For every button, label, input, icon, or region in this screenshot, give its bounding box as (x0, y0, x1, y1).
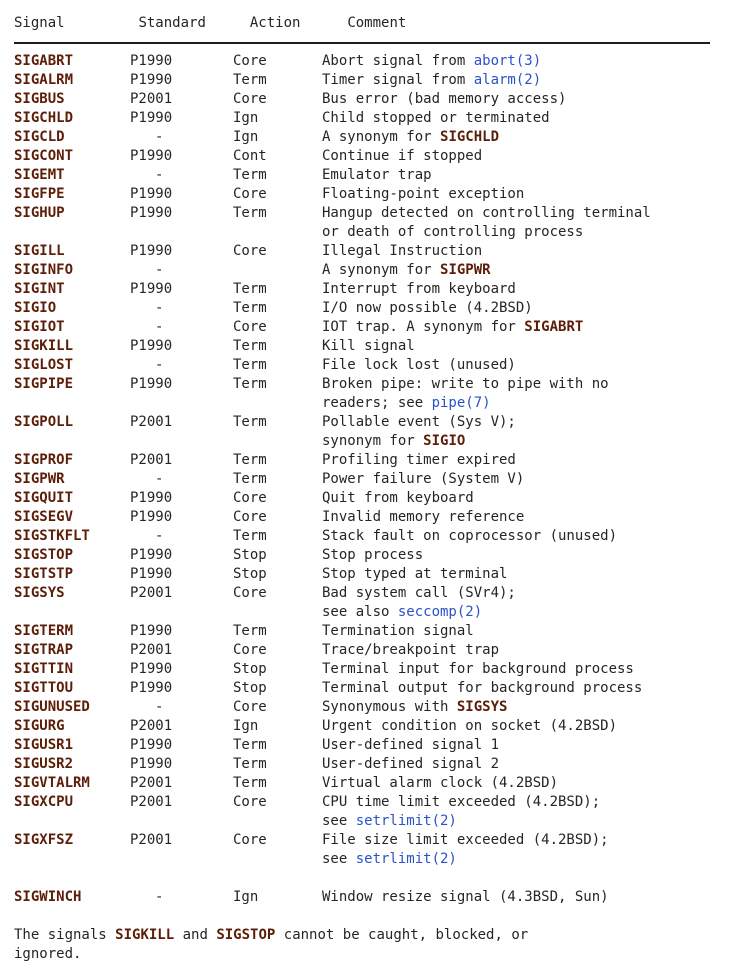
text-segment: see (322, 813, 356, 829)
table-row (14, 584, 719, 622)
text-segment: Stop process (322, 547, 424, 563)
comment-text (322, 546, 423, 565)
action-value: Term (233, 737, 267, 753)
comment-text (322, 470, 524, 489)
text-segment: Virtual alarm clock (4.2BSD) (322, 775, 559, 791)
table-row (14, 831, 719, 869)
table-row (14, 204, 719, 242)
table-row (14, 698, 719, 717)
table-row (14, 774, 719, 793)
man-page-link[interactable]: setrlimit(2) (355, 851, 457, 867)
action-value: Core (233, 53, 267, 69)
text-segment: Abort signal from (322, 53, 474, 69)
signal-name: SIGFPE (14, 186, 65, 202)
action-value: Term (233, 300, 267, 316)
man-page-link[interactable]: alarm(2) (473, 72, 542, 88)
action-value: Term (233, 528, 267, 544)
table-row (14, 375, 719, 413)
text-segment: Hangup detected on controlling terminal (322, 205, 651, 221)
signal-reference: SIGIO (423, 433, 466, 449)
standard-value: P2001 (130, 775, 173, 791)
column-header-comment: Comment (347, 15, 407, 31)
action-value: Term (233, 775, 267, 791)
text-segment: Terminal output for background process (322, 680, 643, 696)
action-value: Core (233, 699, 267, 715)
comment-text (322, 508, 524, 527)
text-segment: Floating-point exception (322, 186, 525, 202)
standard-value: P2001 (130, 414, 173, 430)
action-value: Stop (233, 547, 267, 563)
text-segment: Power failure (System V) (322, 471, 525, 487)
text-segment: cannot be caught, blocked, or (275, 927, 529, 943)
standard-value: - (155, 889, 164, 905)
action-value: Core (233, 642, 267, 658)
comment-text (322, 280, 516, 299)
comment-text (322, 128, 499, 147)
comment-text (322, 204, 651, 242)
comment-text (322, 565, 507, 584)
comment-text (322, 717, 617, 736)
action-value: Core (233, 509, 267, 525)
action-value: Core (233, 91, 267, 107)
text-segment: Termination signal (322, 623, 474, 639)
action-value: Term (233, 471, 267, 487)
signal-name: SIGCHLD (14, 110, 74, 126)
text-segment: User-defined signal 2 (322, 756, 500, 772)
table-row (14, 318, 719, 337)
standard-value: P2001 (130, 718, 173, 734)
text-segment: Stack fault on coprocessor (unused) (322, 528, 618, 544)
comment-text (322, 71, 541, 90)
action-value: Term (233, 376, 267, 392)
text-segment: File lock lost (unused) (322, 357, 516, 373)
standard-value: P1990 (130, 148, 173, 164)
comment-text (322, 698, 507, 717)
table-row (14, 755, 719, 774)
table-row (14, 470, 719, 489)
table-row (14, 736, 719, 755)
table-row (14, 185, 719, 204)
signal-name: SIGPROF (14, 452, 74, 468)
action-value: Core (233, 794, 267, 810)
text-segment: ignored. (14, 946, 82, 962)
table-row (14, 413, 719, 451)
table-row (14, 147, 719, 166)
table-row (14, 508, 719, 527)
text-segment: Emulator trap (322, 167, 432, 183)
signal-name: SIGHUP (14, 205, 65, 221)
text-segment: Trace/breakpoint trap (322, 642, 500, 658)
comment-text (322, 375, 609, 413)
text-segment: User-defined signal 1 (322, 737, 500, 753)
signal-name: SIGSEGV (14, 509, 74, 525)
text-segment: Continue if stopped (322, 148, 483, 164)
comment-text (322, 52, 541, 71)
table-row (14, 717, 719, 736)
signal-name: SIGSTOP (14, 547, 74, 563)
man-page-link[interactable]: abort(3) (473, 53, 542, 69)
action-value: Stop (233, 566, 267, 582)
text-segment: The signals (14, 927, 116, 943)
action-value: Core (233, 186, 267, 202)
table-row (14, 128, 719, 147)
table-row (14, 546, 719, 565)
text-segment: synonym for (322, 433, 424, 449)
signal-name: SIGEMT (14, 167, 65, 183)
action-value: Term (233, 167, 267, 183)
comment-text (322, 147, 482, 166)
action-value: Core (233, 585, 267, 601)
comment-text (322, 185, 524, 204)
text-segment: Urgent condition on socket (4.2BSD) (322, 718, 618, 734)
text-segment: File size limit exceeded (4.2BSD); (322, 832, 609, 848)
table-header-row (14, 14, 719, 33)
text-segment: or death of controlling process (322, 224, 584, 240)
standard-value: P1990 (130, 661, 173, 677)
text-segment: readers; see (322, 395, 432, 411)
table-row (14, 166, 719, 185)
text-segment: Profiling timer expired (322, 452, 516, 468)
action-value: Ign (233, 110, 259, 126)
man-page-link[interactable]: pipe(7) (431, 395, 491, 411)
standard-value: - (155, 300, 164, 316)
action-value: Core (233, 490, 267, 506)
standard-value: P2001 (130, 452, 173, 468)
signal-name: SIGTSTP (14, 566, 74, 582)
standard-value: - (155, 262, 164, 278)
signal-reference: SIGCHLD (440, 129, 500, 145)
standard-value: P1990 (130, 623, 173, 639)
action-value: Stop (233, 661, 267, 677)
signal-name: SIGTTOU (14, 680, 74, 696)
comment-text (322, 109, 550, 128)
action-value: Ign (233, 129, 259, 145)
text-segment: Synonymous with (322, 699, 457, 715)
action-value: Term (233, 72, 267, 88)
table-row (14, 793, 719, 831)
table-row (14, 356, 719, 375)
signal-name: SIGPOLL (14, 414, 74, 430)
text-segment: Bus error (bad memory access) (322, 91, 567, 107)
standard-value: P1990 (130, 547, 173, 563)
standard-value: P1990 (130, 756, 173, 772)
text-segment: Bad system call (SVr4); (322, 585, 516, 601)
table-row (14, 451, 719, 470)
comment-text (322, 337, 415, 356)
table-row (14, 660, 719, 679)
text-segment: Interrupt from keyboard (322, 281, 516, 297)
standard-value: P2001 (130, 642, 173, 658)
comment-text (322, 527, 617, 546)
signal-reference: SIGSTOP (216, 927, 276, 943)
comment-text (322, 679, 642, 698)
action-value: Term (233, 623, 267, 639)
text-segment: Pollable event (Sys V); (322, 414, 516, 430)
signal-table-body (14, 52, 719, 907)
signal-name: SIGIO (14, 300, 57, 316)
column-header-standard: Standard (138, 15, 206, 31)
standard-value: P2001 (130, 585, 173, 601)
text-segment: and (174, 927, 217, 943)
standard-value: - (155, 471, 164, 487)
standard-value: - (155, 528, 164, 544)
action-value: Term (233, 756, 267, 772)
signal-name: SIGCLD (14, 129, 65, 145)
standard-value: P2001 (130, 794, 173, 810)
signal-reference: SIGSYS (456, 699, 508, 715)
signal-reference: SIGKILL (115, 927, 175, 943)
standard-value: - (155, 167, 164, 183)
standard-value: P1990 (130, 243, 173, 259)
text-segment: I/O now possible (4.2BSD) (322, 300, 533, 316)
text-segment: A synonym for (322, 262, 441, 278)
action-value: Term (233, 452, 267, 468)
action-value: Term (233, 338, 267, 354)
comment-text (322, 660, 634, 679)
action-value: Stop (233, 680, 267, 696)
action-value: Core (233, 319, 267, 335)
comment-text (322, 755, 499, 774)
text-segment: Terminal input for background process (322, 661, 634, 677)
comment-text (322, 299, 533, 318)
signal-name: SIGSYS (14, 585, 65, 601)
standard-value: P1990 (130, 72, 173, 88)
signal-name: SIGABRT (14, 53, 74, 69)
comment-text (322, 166, 432, 185)
text-segment: Stop typed at terminal (322, 566, 508, 582)
table-row (14, 242, 719, 261)
standard-value: P1990 (130, 490, 173, 506)
header-divider (14, 33, 719, 52)
comment-text (322, 584, 516, 622)
comment-text (322, 261, 491, 280)
text-segment: see (322, 851, 356, 867)
action-value: Term (233, 205, 267, 221)
standard-value: P1990 (130, 186, 173, 202)
table-row (14, 622, 719, 641)
column-header-action: Action (249, 15, 301, 31)
column-header-signal: Signal (14, 15, 65, 31)
text-segment: Broken pipe: write to pipe with no (322, 376, 609, 392)
comment-text (322, 888, 609, 907)
text-segment: Child stopped or terminated (322, 110, 550, 126)
table-row (14, 261, 719, 280)
table-spacer (14, 869, 719, 888)
signal-name: SIGKILL (14, 338, 74, 354)
table-row (14, 489, 719, 508)
table-row (14, 888, 719, 907)
standard-value: P2001 (130, 832, 173, 848)
text-segment: Invalid memory reference (322, 509, 525, 525)
standard-value: - (155, 357, 164, 373)
table-row (14, 679, 719, 698)
signal-name: SIGCONT (14, 148, 74, 164)
footer-note (14, 926, 719, 964)
comment-text (322, 793, 600, 831)
signal-name: SIGWINCH (14, 889, 82, 905)
comment-text (322, 774, 558, 793)
comment-text (322, 356, 516, 375)
signal-reference: SIGPWR (440, 262, 491, 278)
action-value: Term (233, 414, 267, 430)
text-segment: Window resize signal (4.3BSD, Sun) (322, 889, 609, 905)
standard-value: - (155, 129, 164, 145)
signal-reference: SIGABRT (524, 319, 584, 335)
action-value: Core (233, 832, 267, 848)
table-row (14, 527, 719, 546)
signal-name: SIGURG (14, 718, 65, 734)
table-row (14, 52, 719, 71)
action-value: Core (233, 243, 267, 259)
standard-value: P1990 (130, 53, 173, 69)
standard-value: P1990 (130, 680, 173, 696)
text-segment: CPU time limit exceeded (4.2BSD); (322, 794, 601, 810)
action-value: Term (233, 281, 267, 297)
standard-value: P1990 (130, 566, 173, 582)
comment-text (322, 489, 474, 508)
action-value: Term (233, 357, 267, 373)
signal-name: SIGSTKFLT (14, 528, 90, 544)
signal-name: SIGVTALRM (14, 775, 90, 791)
standard-value: P1990 (130, 376, 173, 392)
signal-name: SIGINFO (14, 262, 74, 278)
man-page-link[interactable]: seccomp(2) (397, 604, 483, 620)
comment-text (322, 413, 516, 451)
signal-name: SIGPIPE (14, 376, 74, 392)
action-value: Ign (233, 889, 259, 905)
comment-text (322, 242, 482, 261)
text-segment: Kill signal (322, 338, 415, 354)
comment-text (322, 90, 566, 109)
comment-text (322, 451, 516, 470)
text-segment: Illegal Instruction (322, 243, 483, 259)
signal-name: SIGUSR1 (14, 737, 74, 753)
text-segment: IOT trap. A synonym for (322, 319, 525, 335)
comment-text (322, 736, 499, 755)
text-segment: A synonym for (322, 129, 441, 145)
signal-name: SIGALRM (14, 72, 74, 88)
standard-value: - (155, 699, 164, 715)
standard-value: P1990 (130, 338, 173, 354)
action-value: Cont (233, 148, 267, 164)
standard-value: P1990 (130, 110, 173, 126)
signal-name: SIGTTIN (14, 661, 74, 677)
standard-value: P1990 (130, 205, 173, 221)
text-segment: Quit from keyboard (322, 490, 474, 506)
standard-value: P1990 (130, 509, 173, 525)
signal-name: SIGUSR2 (14, 756, 74, 772)
action-value: Ign (233, 718, 259, 734)
text-segment: Timer signal from (322, 72, 474, 88)
signal-name: SIGPWR (14, 471, 65, 487)
table-row (14, 641, 719, 660)
signal-name: SIGUNUSED (14, 699, 90, 715)
signal-name: SIGXFSZ (14, 832, 74, 848)
standard-value: P2001 (130, 91, 173, 107)
table-row (14, 337, 719, 356)
text-segment: see also (322, 604, 398, 620)
signal-name: SIGBUS (14, 91, 65, 107)
man-page-link[interactable]: setrlimit(2) (355, 813, 457, 829)
signal-name: SIGTERM (14, 623, 74, 639)
comment-text (322, 622, 474, 641)
signal-name: SIGQUIT (14, 490, 74, 506)
standard-value: P1990 (130, 737, 173, 753)
signal-name: SIGINT (14, 281, 65, 297)
standard-value: P1990 (130, 281, 173, 297)
signal-name: SIGXCPU (14, 794, 74, 810)
signal-name: SIGLOST (14, 357, 74, 373)
comment-text (322, 641, 499, 660)
table-row (14, 90, 719, 109)
table-row (14, 280, 719, 299)
comment-text (322, 318, 583, 337)
signal-table (14, 14, 719, 907)
table-row (14, 71, 719, 90)
signal-name: SIGTRAP (14, 642, 74, 658)
table-row (14, 565, 719, 584)
table-row (14, 109, 719, 128)
table-row (14, 299, 719, 318)
signal-name: SIGIOT (14, 319, 65, 335)
divider-line (14, 42, 710, 44)
comment-text (322, 831, 609, 869)
standard-value: - (155, 319, 164, 335)
signal-name: SIGILL (14, 243, 65, 259)
